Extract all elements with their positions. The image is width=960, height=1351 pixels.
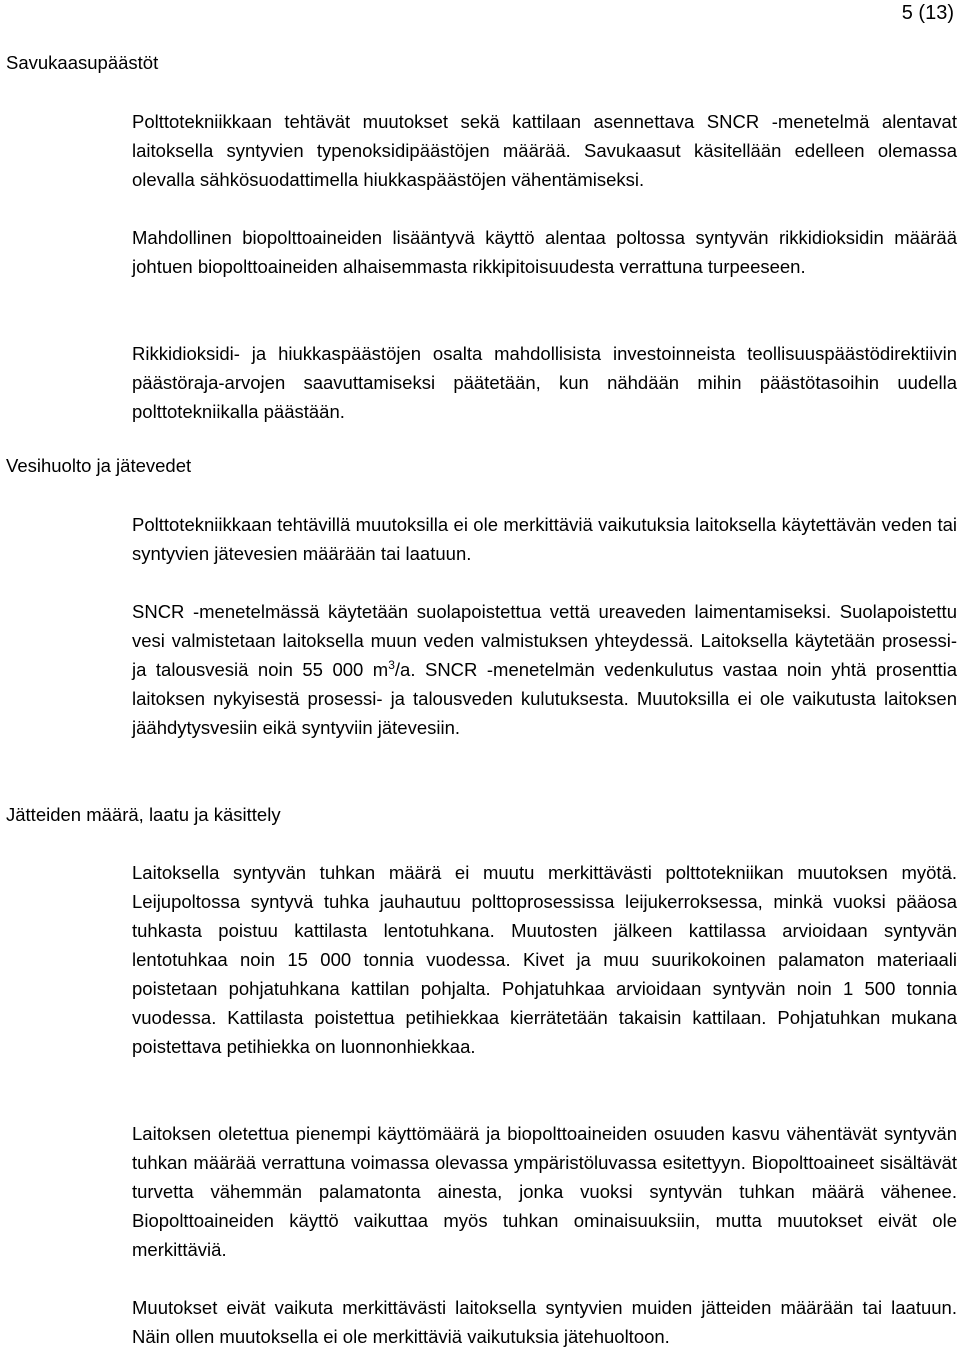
section-heading-water: Vesihuolto ja jätevedet — [6, 455, 192, 476]
paragraph-text: SNCR -menetelmässä käytetään suolapoistettua vettä ureaveden laimentamiseksi. Suolapoistettu vesi valmistetaan laitoksella muun veden valmistuksen yhteydessä. Laitoksella käytetään prosessi- ja talousvesiä noin 55 000 m — [132, 601, 957, 680]
section-heading-waste: Jätteiden määrä, laatu ja käsittely — [6, 804, 281, 825]
paragraph: Polttotekniikkaan tehtävillä muutoksilla ei ole merkittäviä vaikutuksia laitoksella käytettävän veden tai syntyvien jätevesien määrään tai laatuun. — [132, 514, 957, 564]
paragraph: Mahdollinen biopolttoaineiden lisääntyvä käyttö alentaa poltossa syntyvän rikkidioksidin määrää johtuen biopolttoaineiden alhaisemmasta rikkipitoisuudesta verrattuna turpeeseen. — [132, 227, 957, 277]
superscript: 3 — [388, 657, 395, 672]
paragraph: Rikkidioksidi- ja hiukkaspäästöjen osalta mahdollisista investoinneista teollisuuspäästödirektiivin päästöraja-arvojen saavuttamiseksi päätetään, kun nähdään mihin päästötasoihin uudella polttotekniikalla päästään. — [132, 343, 957, 422]
paragraph: Muutokset eivät vaikuta merkittävästi laitoksella syntyvien muiden jätteiden määrään tai laatuun. Näin ollen muutoksella ei ole merkittäviä vaikutuksia jätehuoltoon. — [132, 1297, 957, 1347]
paragraph — [132, 597, 957, 742]
paragraph: Polttotekniikkaan tehtävät muutokset sekä kattilaan asennettava SNCR -menetelmä alentavat laitoksella syntyvien typenoksidipäästöjen määrää. Savukaasut käsitellään edelleen olemassa olevalla sähkösuodattimella hiukkaspäästöjen vähentämiseksi. — [132, 111, 957, 190]
page-number: 5 (13) — [901, 2, 954, 24]
paragraph: Laitoksen oletettua pienempi käyttömäärä ja biopolttoaineiden osuuden kasvu vähentävät syntyvän tuhkan määrää verrattuna voimassa olevassa ympäristöluvassa esitettyyn. Biopolttoaineet sisältävät turvetta vähemmän palamatonta ainesta, jonka vuoksi syntyvän tuhkan määrä vähenee. Biopolttoaineiden käyttö vaikuttaa myös tuhkan ominaisuuksiin, mutta muutokset eivät ole merkittäviä. — [132, 1123, 957, 1260]
paragraph-text: /a. SNCR -menetelmän vedenkulutus vastaa noin yhtä prosenttia laitoksen nykyisestä prosessi- ja talousveden kulutuksesta. Muutoksilla ei ole vaikutusta laitoksen jäähdytysvesiin eikä syntyviin jätevesiin. — [132, 659, 958, 738]
section-heading-flue-gas: Savukaasupäästöt — [6, 52, 159, 73]
paragraph: Laitoksella syntyvän tuhkan määrä ei muutu merkittävästi polttotekniikan muutoksen myötä. Leijupoltossa syntyvä tuhka jauhautuu polttoprosessissa leijukerroksessa, minkä vuoksi pääosa tuhkasta poistuu kattilasta lentotuhkana. Muutosten jälkeen kattilassa arvioidaan syntyvän lentotuhkaa noin 15 000 tonnia vuodessa. Kivet ja muu suurikokoinen palamaton materiaali poistetaan pohjatuhkana kattilan pohjalta. Pohjatuhkaa arvioidaan syntyvän noin 1 500 tonnia vuodessa. Kattilasta poistettua petihiekkaa kierrätetään takaisin kattilaan. Pohjatuhkan mukana poistettava petihiekka on luonnonhiekkaa. — [132, 862, 957, 1057]
